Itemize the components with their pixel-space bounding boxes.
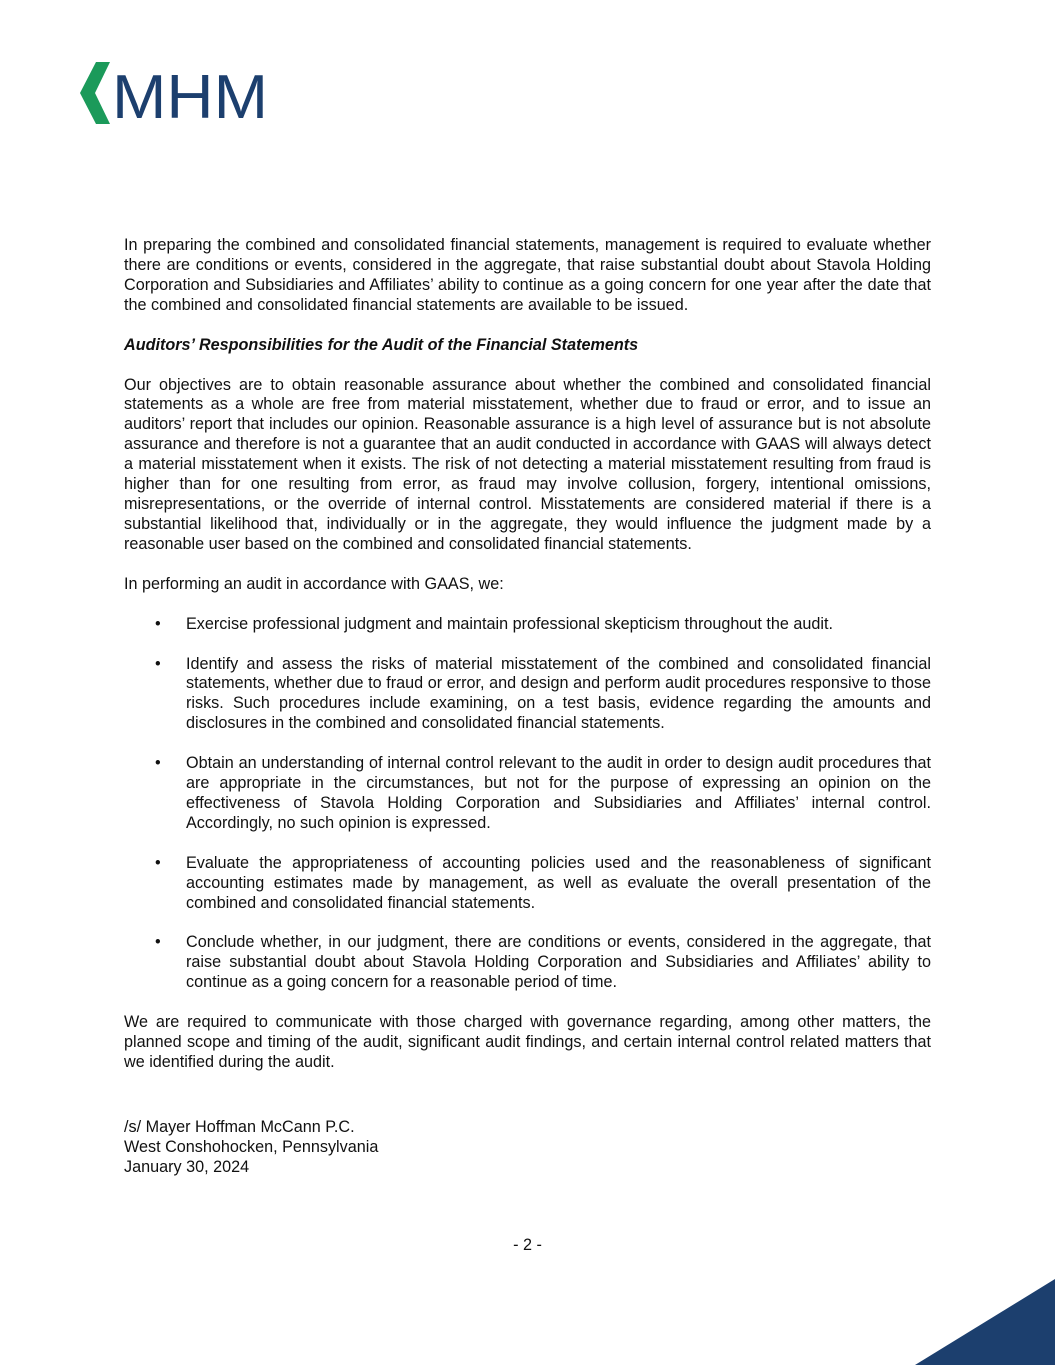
signature-block: [124, 1118, 931, 1178]
signature-location: West Conshohocken, Pennsylvania: [124, 1137, 379, 1156]
list-item-text: Exercise professional judgment and maintain professional skepticism throughout the audit.: [186, 614, 833, 633]
list-item-text: Obtain an understanding of internal control relevant to the audit in order to design audit procedures that are appropriate in the circumstances, but not for the purpose of expressing an opinion on the effectiveness of Stavola Holding Corporation and Subsidiaries and Affiliates’ internal control. Accordingly, no such opinion is expressed.: [186, 754, 931, 832]
list-item-text: Conclude whether, in our judgment, there are conditions or events, considered in the aggregate, that raise substantial doubt about Stavola Holding Corporation and Subsidiaries and Affiliates’ ability to continue as a going concern for a reasonable period of time.: [186, 933, 931, 992]
document-body: [124, 236, 931, 1178]
communication-paragraph: We are required to communicate with those charged with governance regarding, among other matters, the planned scope and timing of the audit, significant audit findings, and certain internal control related matters that we identified during the audit.: [124, 1013, 931, 1071]
section-heading: Auditors’ Responsibilities for the Audit of the Financial Statements: [124, 335, 639, 354]
list-item: [124, 933, 931, 993]
list-item: [124, 754, 931, 834]
list-item: [124, 615, 931, 635]
list-item-text: Evaluate the appropriateness of accounting policies used and the reasonableness of significant accounting estimates made by management, as well as evaluate the overall presentation of the combined and consolidated financial statements.: [186, 853, 931, 912]
list-item: [124, 854, 931, 914]
bullet-icon: •: [155, 654, 161, 673]
bullet-icon: •: [155, 933, 161, 952]
objectives-paragraph: Our objectives are to obtain reasonable assurance about whether the combined and consolidated financial statements as a whole are free from material misstatement, whether due to fraud or error, and to issue an auditors’ report that includes our opinion. Reasonable assurance is a high level of assurance but is not absolute assurance and therefore is not a guarantee that an audit conducted in accordance with GAAS will always detect a material misstatement when it exists. The risk of not detecting a material misstatement resulting from fraud is higher than for one resulting from error, as fraud may involve collusion, forgery, intentional omissions, misrepresentations, or the override of internal control. Misstatements are considered material if there is a substantial likelihood that, individually or in the aggregate, they would influence the judgment made by a reasonable user based on the combined and consolidated financial statements.: [124, 375, 931, 553]
signature-firm: /s/ Mayer Hoffman McCann P.C.: [124, 1117, 355, 1136]
bullet-icon: •: [155, 853, 161, 872]
signature-date: January 30, 2024: [124, 1157, 250, 1176]
responsibilities-list: [124, 615, 931, 994]
list-intro-paragraph: In performing an audit in accordance with GAAS, we:: [124, 574, 504, 593]
logo-text: MHM: [112, 63, 268, 124]
logo-chevron-icon: [80, 62, 110, 124]
bullet-icon: •: [155, 754, 161, 773]
bullet-icon: •: [155, 614, 161, 633]
list-item: [124, 655, 931, 735]
corner-triangle-decoration: [915, 1279, 1055, 1365]
page-number: - 2 -: [513, 1236, 542, 1254]
going-concern-paragraph: In preparing the combined and consolidated financial statements, management is required to evaluate whether there are conditions or events, considered in the aggregate, that raise substantial doubt about Stavola Holding Corporation and Subsidiaries and Affiliates’ ability to continue as a going concern for one year after the date that the combined and consolidated financial statements are available to be issued.: [124, 236, 931, 314]
mhm-logo: [80, 62, 270, 124]
list-item-text: Identify and assess the risks of material misstatement of the combined and consolidated financial statements, whether due to fraud or error, and design and perform audit procedures responsive to those risks. Such procedures include examining, on a test basis, evidence regarding the amounts and disclosures in the combined and consolidated financial statements.: [186, 654, 931, 733]
